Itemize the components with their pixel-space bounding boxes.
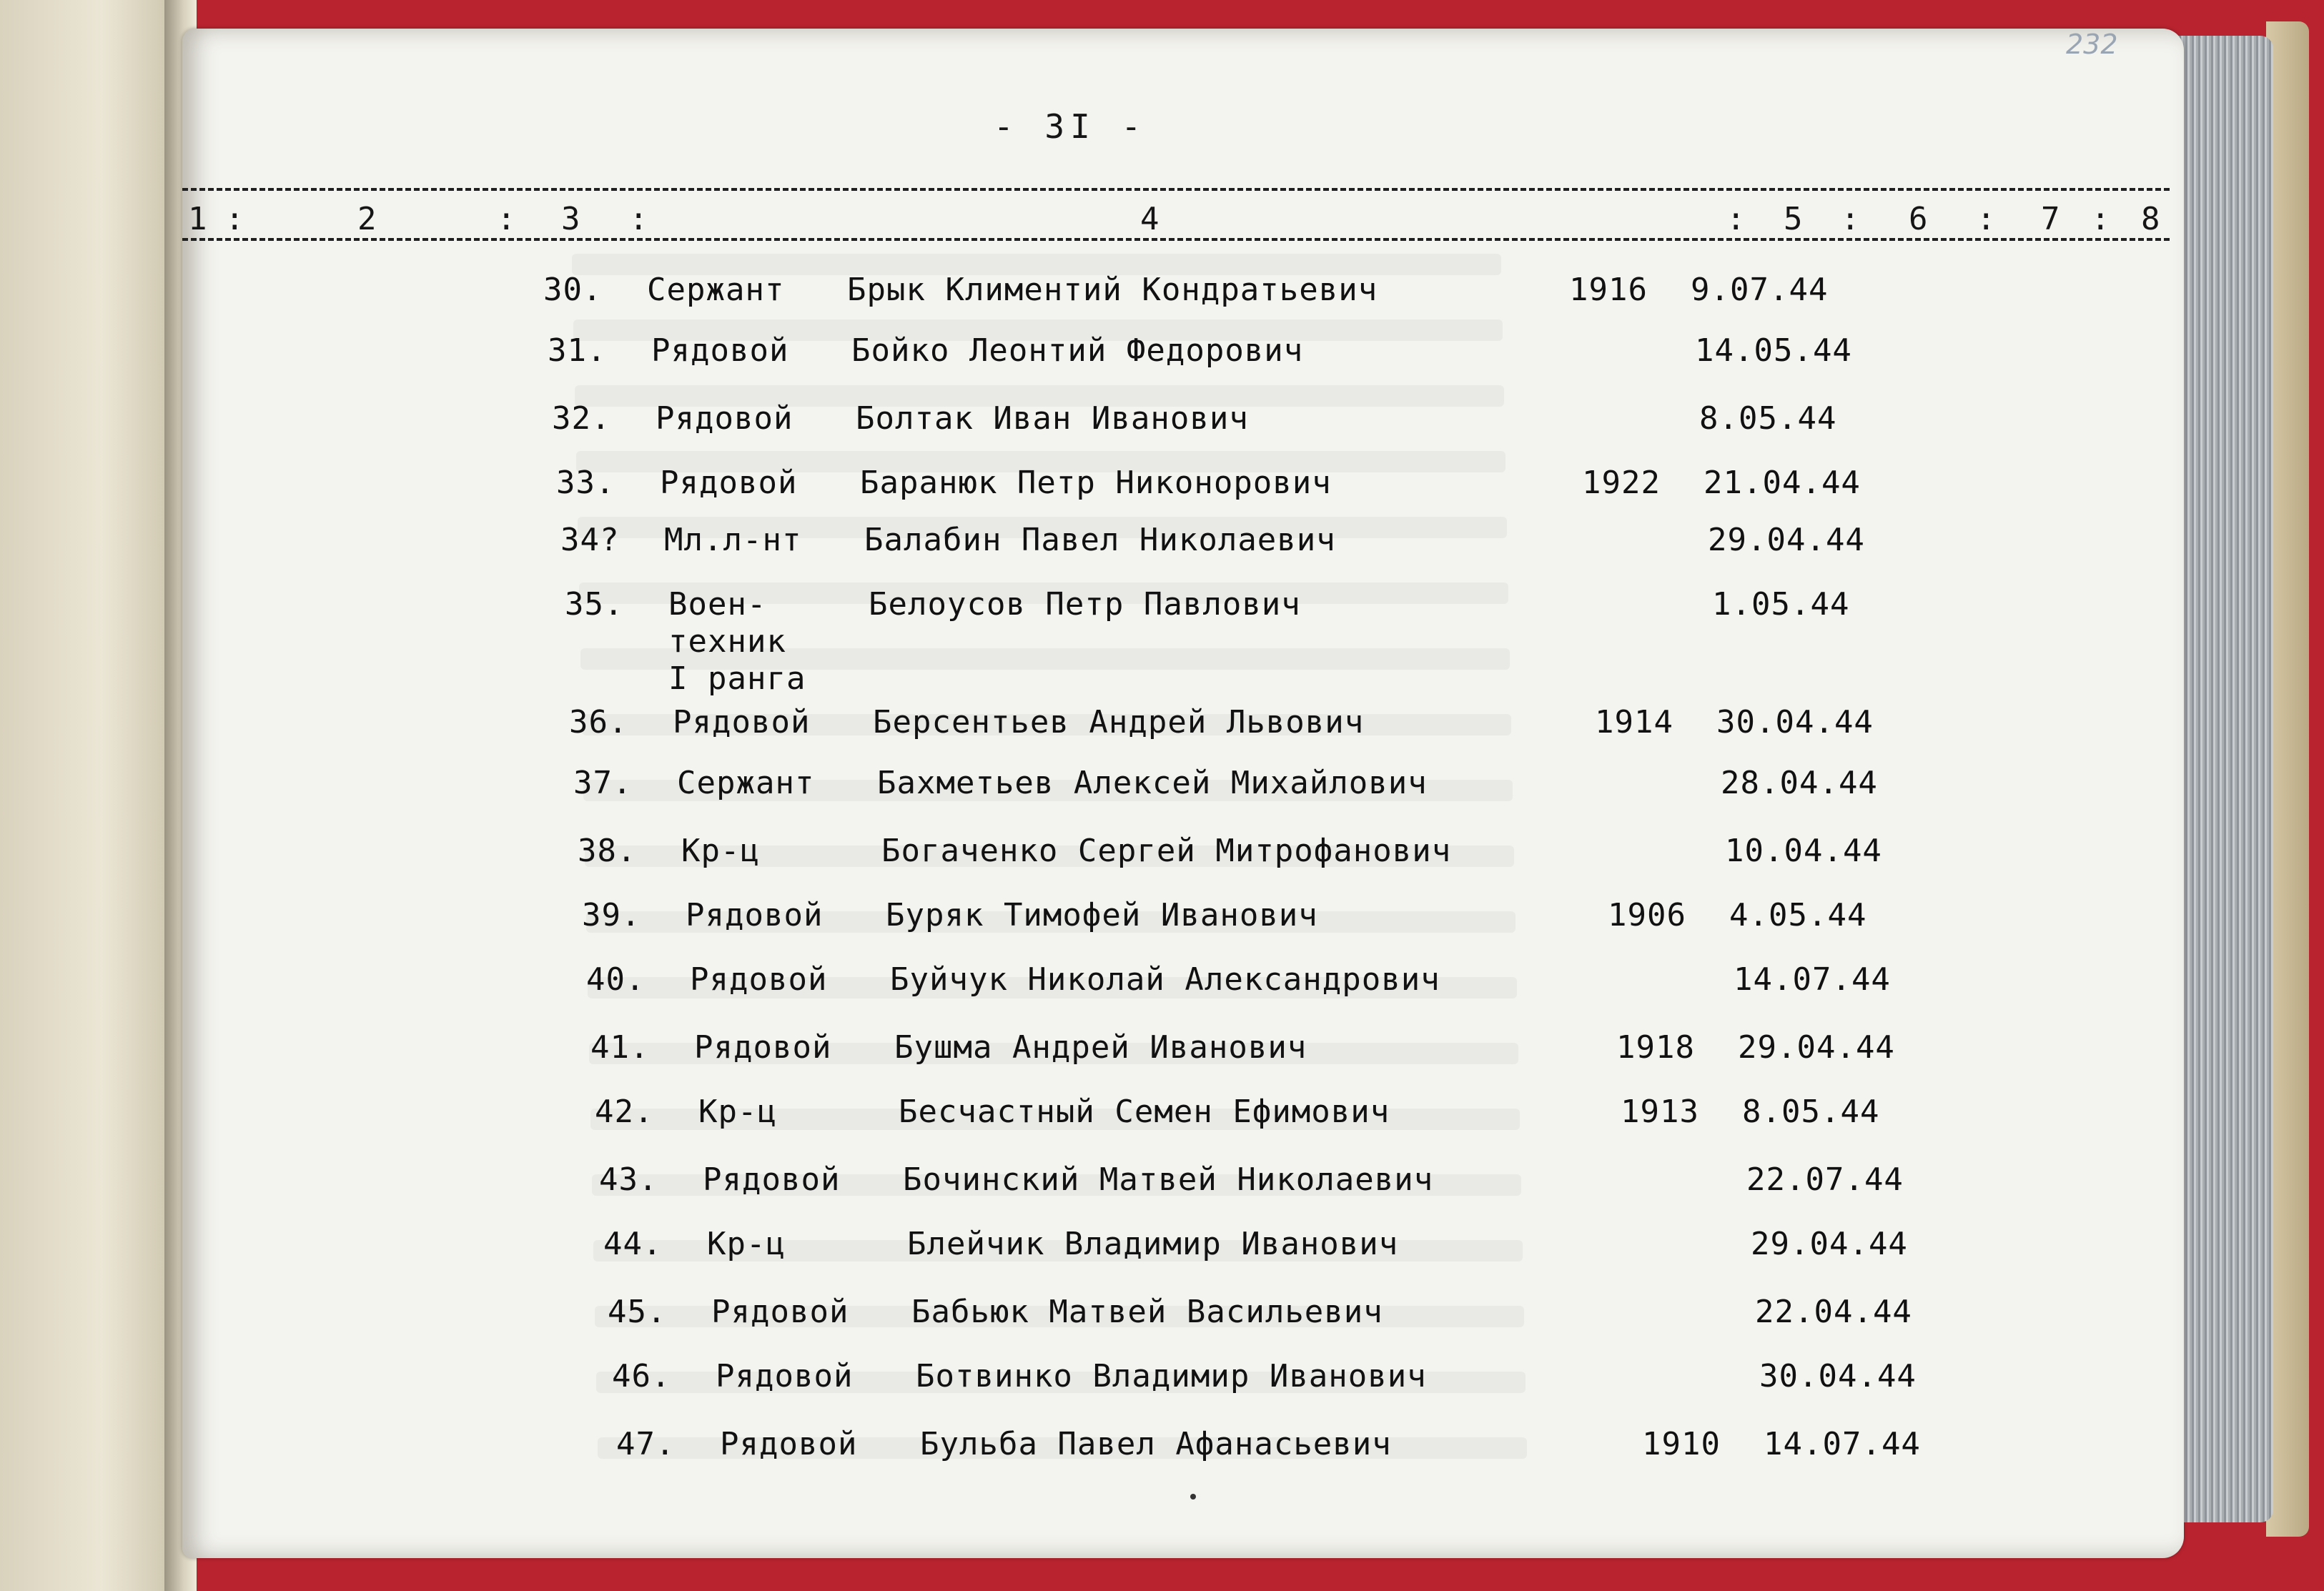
- date-cell: 4.05.44: [1729, 897, 1867, 933]
- row-number: 41.: [590, 1029, 650, 1066]
- date-cell: 14.07.44: [1734, 961, 1891, 998]
- rank-cell: Рядовой: [716, 1358, 854, 1394]
- column-separator: :: [1841, 201, 1860, 237]
- name-cell: Буряк Тимофей Иванович: [886, 897, 1318, 933]
- row-number: 47.: [616, 1426, 676, 1462]
- row-number: 40.: [586, 961, 646, 998]
- date-cell: 30.04.44: [1759, 1358, 1917, 1394]
- header-bottom-rule: [182, 238, 2170, 241]
- rank-cell: Рядовой: [694, 1029, 832, 1066]
- row-number: 36.: [569, 704, 628, 740]
- date-cell: 29.04.44: [1738, 1029, 1895, 1066]
- name-cell: Бочинский Матвей Николаевич: [903, 1161, 1434, 1198]
- column-header-8: 8: [2141, 201, 2160, 237]
- rank-cell: Рядовой: [651, 332, 789, 369]
- page-number: - 3I -: [994, 107, 1147, 146]
- name-cell: Бесчастный Семен Ефимович: [899, 1094, 1390, 1130]
- archive-page-note: 232: [2066, 29, 2118, 60]
- date-cell: 9.07.44: [1691, 272, 1829, 308]
- rank-cell: Рядовой: [686, 897, 824, 933]
- date-cell: 8.05.44: [1699, 400, 1837, 437]
- name-cell: Ботвинко Владимир Иванович: [916, 1358, 1427, 1394]
- rank-cell: Воен- техник I ранга: [668, 586, 806, 697]
- date-cell: 8.05.44: [1742, 1094, 1880, 1130]
- rank-cell: Кр-ц: [681, 833, 760, 869]
- date-cell: 22.04.44: [1755, 1294, 1912, 1330]
- row-number: 46.: [612, 1358, 671, 1394]
- name-cell: Богаченко Сергей Митрофанович: [881, 833, 1452, 869]
- rank-cell: Кр-ц: [707, 1226, 786, 1262]
- rank-cell: Рядовой: [660, 465, 798, 501]
- rank-cell: Мл.л-нт: [664, 522, 802, 558]
- name-cell: Бойко Леонтий Федорович: [851, 332, 1304, 369]
- column-separator: :: [629, 201, 648, 237]
- rank-cell: Сержант: [677, 765, 815, 801]
- row-number: 43.: [599, 1161, 658, 1198]
- column-header-1: 1: [188, 201, 207, 237]
- birth-year-cell: 1910: [1642, 1426, 1721, 1462]
- date-cell: 14.07.44: [1764, 1426, 1921, 1462]
- left-page: [0, 0, 186, 1591]
- ink-dot: [1190, 1494, 1196, 1500]
- date-cell: 29.04.44: [1751, 1226, 1908, 1262]
- birth-year-cell: 1916: [1569, 272, 1648, 308]
- column-header-7: 7: [2041, 201, 2060, 237]
- date-cell: 14.05.44: [1695, 332, 1852, 369]
- row-number: 39.: [582, 897, 641, 933]
- name-cell: Бушма Андрей Иванович: [894, 1029, 1307, 1066]
- name-cell: Блейчик Владимир Иванович: [907, 1226, 1399, 1262]
- header-top-rule: [182, 188, 2170, 191]
- name-cell: Буйчук Николай Александрович: [890, 961, 1440, 998]
- rank-cell: Рядовой: [656, 400, 793, 437]
- row-number: 37.: [573, 765, 633, 801]
- rank-cell: Рядовой: [690, 961, 828, 998]
- rank-cell: Рядовой: [720, 1426, 858, 1462]
- name-cell: Брык Климентий Кондратьевич: [847, 272, 1378, 308]
- birth-year-cell: 1913: [1621, 1094, 1699, 1130]
- rank-cell: Рядовой: [673, 704, 811, 740]
- column-separator: :: [1726, 201, 1746, 237]
- row-number: 38.: [578, 833, 637, 869]
- table-header: [182, 182, 2184, 275]
- row-number: 33.: [556, 465, 615, 501]
- row-number: 42.: [595, 1094, 654, 1130]
- column-separator: :: [1977, 201, 1996, 237]
- rank-cell: Рядовой: [703, 1161, 841, 1198]
- date-cell: 30.04.44: [1716, 704, 1874, 740]
- date-cell: 28.04.44: [1721, 765, 1878, 801]
- column-separator: :: [225, 201, 244, 237]
- birth-year-cell: 1906: [1608, 897, 1686, 933]
- row-number: 35.: [565, 586, 624, 623]
- date-cell: 21.04.44: [1704, 465, 1861, 501]
- rank-cell: Сержант: [647, 272, 785, 308]
- column-header-3: 3: [561, 201, 580, 237]
- birth-year-cell: 1918: [1616, 1029, 1695, 1066]
- column-separator: :: [497, 201, 516, 237]
- name-cell: Баранюк Петр Никонорович: [860, 465, 1332, 501]
- date-cell: 10.04.44: [1725, 833, 1882, 869]
- name-cell: Бабьюк Матвей Васильевич: [911, 1294, 1383, 1330]
- name-cell: Бульба Павел Афанасьевич: [920, 1426, 1392, 1462]
- date-cell: 1.05.44: [1712, 586, 1850, 623]
- rank-cell: Рядовой: [711, 1294, 849, 1330]
- date-cell: 29.04.44: [1708, 522, 1865, 558]
- birth-year-cell: 1914: [1595, 704, 1673, 740]
- date-cell: 22.07.44: [1746, 1161, 1904, 1198]
- row-number: 45.: [608, 1294, 667, 1330]
- column-header-5: 5: [1784, 201, 1803, 237]
- name-cell: Белоусов Петр Павлович: [869, 586, 1301, 623]
- column-header-2: 2: [357, 201, 377, 237]
- name-cell: Бахметьев Алексей Михайлович: [877, 765, 1428, 801]
- row-number: 30.: [543, 272, 603, 308]
- column-header-4: 4: [1140, 201, 1159, 237]
- column-header-6: 6: [1909, 201, 1928, 237]
- rank-cell: Кр-ц: [698, 1094, 777, 1130]
- birth-year-cell: 1922: [1582, 465, 1661, 501]
- name-cell: Балабин Павел Николаевич: [864, 522, 1336, 558]
- name-cell: Болтак Иван Иванович: [856, 400, 1249, 437]
- row-number: 44.: [603, 1226, 663, 1262]
- name-cell: Берсентьев Андрей Львович: [873, 704, 1365, 740]
- row-number: 32.: [552, 400, 611, 437]
- column-separator: :: [2091, 201, 2110, 237]
- row-number: 31.: [548, 332, 607, 369]
- row-number: 34?: [560, 522, 620, 558]
